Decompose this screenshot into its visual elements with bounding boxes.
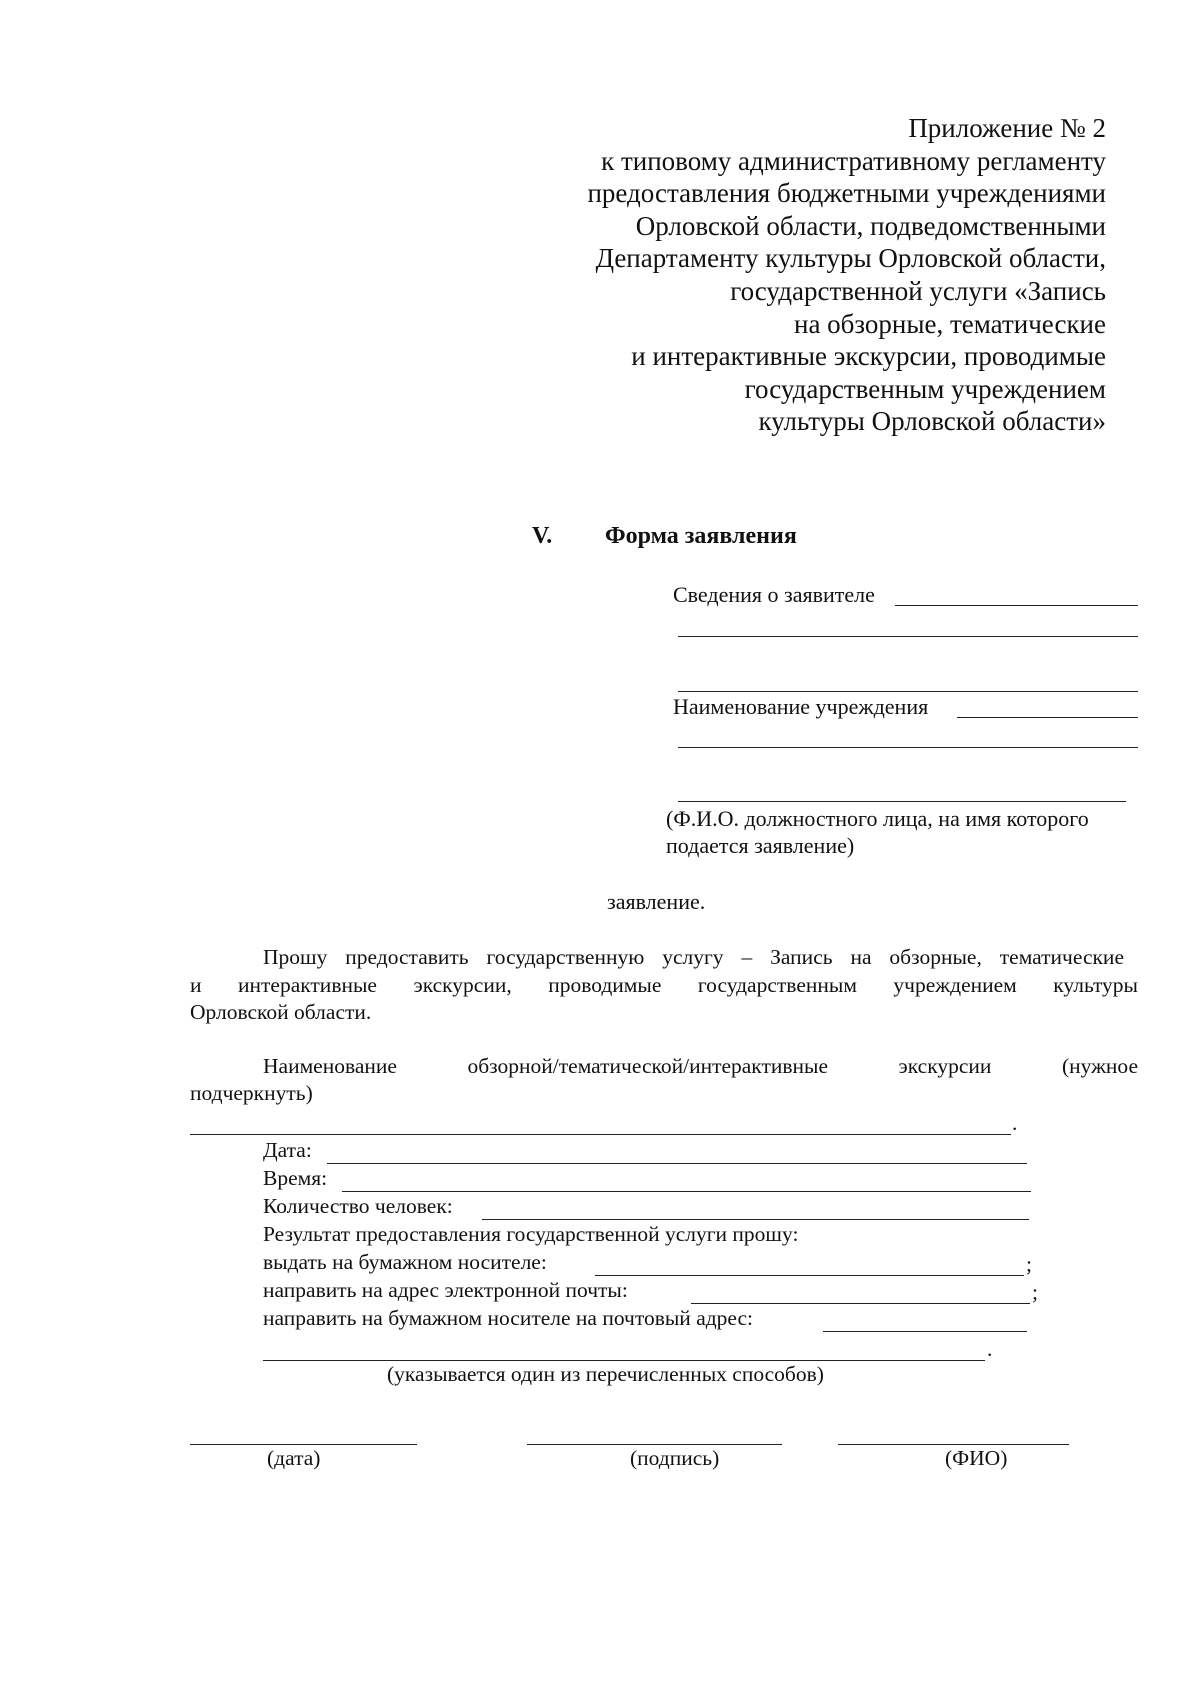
date-caption: (дата) — [267, 1446, 321, 1470]
people-count-label: Количество человек: — [263, 1194, 453, 1218]
excursion-text: подчеркнуть) — [190, 1081, 313, 1105]
postal-address-field[interactable] — [263, 1360, 985, 1361]
applicant-field[interactable] — [895, 605, 1138, 606]
result-label: Результат предоставления государственной услуги прошу: — [263, 1222, 799, 1246]
header-line: и интерактивные экскурсии, проводимые — [631, 341, 1106, 372]
header-line: государственным учреждением — [744, 373, 1106, 404]
official-caption: (Ф.И.О. должностного лица, на имя которого — [666, 806, 1089, 831]
email-option-label: направить на адрес электронной почты: — [263, 1278, 628, 1302]
postal-option-label: направить на бумажном носителе на почтовый адрес: — [263, 1306, 754, 1330]
time-label: Время: — [263, 1166, 328, 1190]
paper-option-field[interactable] — [595, 1275, 1024, 1276]
official-caption: подается заявление) — [666, 833, 855, 858]
header-line: предоставления бюджетными учреждениями — [587, 178, 1106, 209]
excursion-name-field[interactable] — [190, 1134, 1011, 1135]
header-line: к типовому административному регламенту — [601, 145, 1106, 176]
header-line: государственной услуги «Запись — [730, 275, 1106, 306]
date-label: Дата: — [263, 1138, 312, 1162]
date-field[interactable] — [327, 1163, 1027, 1164]
paper-option-label: выдать на бумажном носителе: — [263, 1250, 547, 1274]
header-line: Департаменту культуры Орловской области, — [595, 243, 1106, 274]
request-text: Орловской области. — [190, 1000, 372, 1024]
signature-caption: (подпись) — [630, 1446, 720, 1470]
time-field[interactable] — [342, 1191, 1031, 1192]
institution-field-line[interactable] — [678, 747, 1138, 748]
section-title: Форма заявления — [605, 523, 797, 549]
header-line: Приложение № 2 — [908, 113, 1106, 143]
official-name-field[interactable] — [678, 801, 1126, 802]
applicant-field-line[interactable] — [678, 636, 1138, 637]
institution-label: Наименование учреждения — [673, 694, 929, 719]
appendix-header — [587, 112, 1106, 438]
people-count-field[interactable] — [482, 1219, 1029, 1220]
email-option-field[interactable] — [691, 1303, 1030, 1304]
request-text: Прошу предоставить государственную услугу – Запись на обзорные, тематические — [263, 945, 1124, 969]
signature-line[interactable] — [527, 1444, 782, 1445]
institution-field[interactable] — [957, 717, 1138, 718]
header-line: культуры Орловской области» — [758, 406, 1106, 437]
header-line: на обзорные, тематические — [794, 308, 1106, 339]
header-line: Орловской области, подведомственными — [635, 210, 1106, 241]
applicant-label: Сведения о заявителе — [673, 582, 875, 607]
delivery-note: (указывается один из перечисленных способов) — [387, 1362, 824, 1386]
postal-option-field[interactable] — [823, 1331, 1027, 1332]
excursion-text: Наименование обзорной/тематической/интерактивные экскурсии (нужное — [263, 1054, 1138, 1078]
request-text: и интерактивные экскурсии, проводимые государственным учреждением культуры — [190, 973, 1138, 997]
name-caption: (ФИО) — [945, 1446, 1008, 1470]
name-signature-line[interactable] — [838, 1444, 1069, 1445]
date-signature-line[interactable] — [190, 1444, 417, 1445]
applicant-field-line[interactable] — [678, 691, 1138, 692]
statement-word: заявление. — [607, 889, 706, 914]
section-number: V. — [532, 523, 553, 549]
